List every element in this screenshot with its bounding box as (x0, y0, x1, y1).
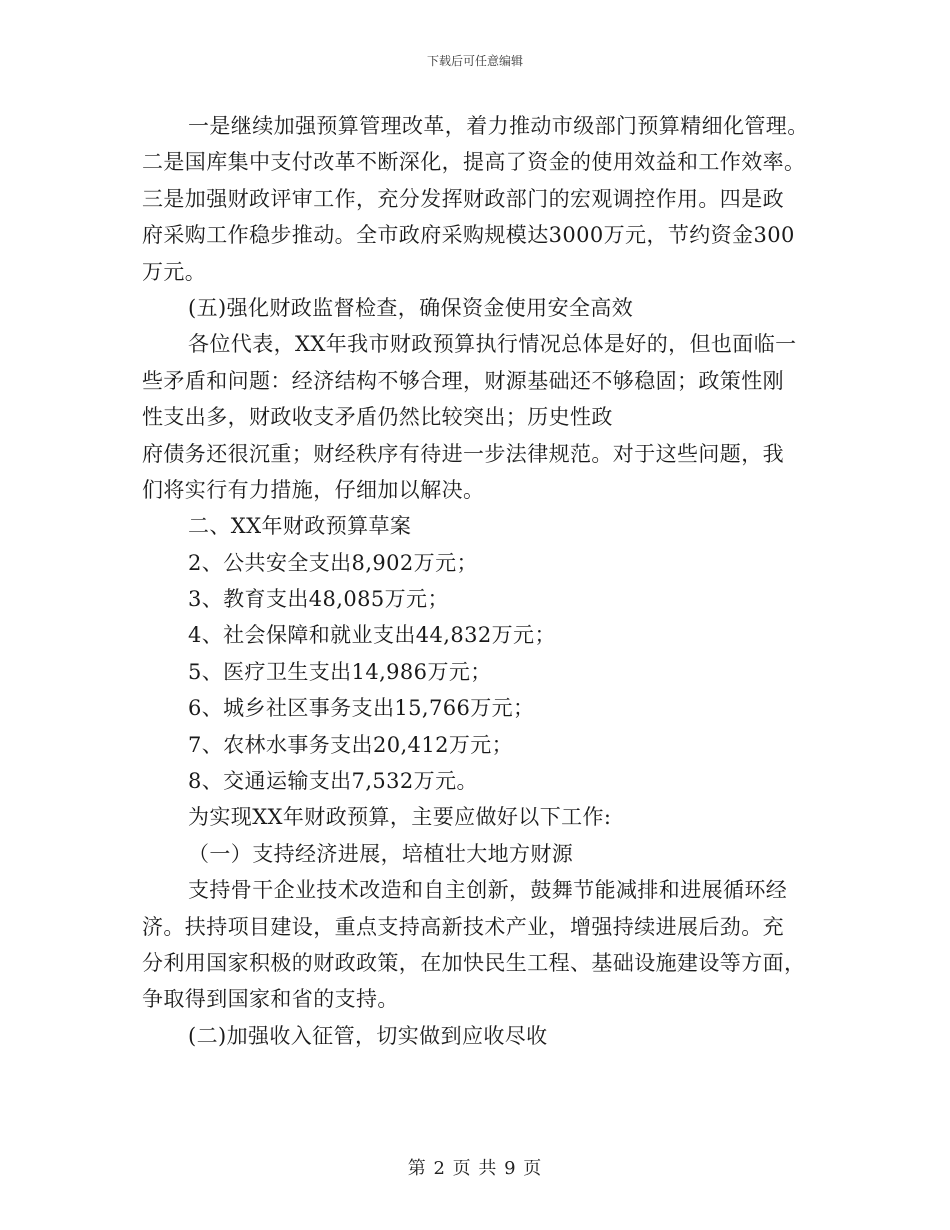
paragraph-line: 分利用国家积极的财政政策，在加快民生工程、基础设施建设等方面， (142, 950, 806, 975)
document-body (142, 108, 812, 1054)
list-item: 3、教育支出48,085万元； (188, 587, 449, 612)
page-header: 下载后可任意编辑 (426, 54, 523, 68)
list-item: 2、公共安全支出8,902万元； (188, 550, 478, 575)
paragraph-line: 府债务还很沉重；财经秩序有待进一步法律规范。对于这些问题，我 (142, 441, 784, 466)
list-item: 5、医疗卫生支出14,986万元； (188, 659, 492, 684)
paragraph-line: 万元。 (142, 259, 207, 284)
paragraph-line: 二是国库集中支付改革不断深化，提高了资金的使用效益和工作效率。 (142, 150, 806, 175)
paragraph-line: 府采购工作稳步推动。全市政府采购规模达3000万元，节约资金300 (142, 223, 795, 248)
paragraph-line: 为实现XX年财政预算，主要应做好以下工作: (188, 805, 612, 830)
paragraph-line: 一是继续加强预算管理改革，着力推动市级部门预算精细化管理。 (188, 114, 809, 138)
paragraph-line: 性支出多，财政收支矛盾仍然比较突出；历史性政 (142, 405, 613, 430)
list-item: 6、城乡社区事务支出15,766万元； (188, 696, 535, 721)
paragraph-line: 争取得到国家和省的支持。 (142, 987, 399, 1012)
paragraph-line: 三是加强财政评审工作，充分发挥财政部门的宏观调控作用。四是政 (142, 186, 784, 211)
list-item: 8、交通运输支出7,532万元。 (188, 769, 478, 794)
paragraph-line: 济。扶持项目建设，重点支持高新技术产业，增强持续进展后劲。充 (142, 914, 784, 939)
section-heading: （一）支持经济进展，培植壮大地方财源 (188, 841, 574, 866)
paragraph-line: 支持骨干企业技术改造和自主创新，鼓舞节能减排和进展循环经 (188, 878, 788, 903)
section-heading: 二、XX年财政预算草案 (188, 514, 412, 539)
section-heading: (二)加强收入征管，切实做到应收尽收 (188, 1023, 548, 1048)
paragraph-line: 们将实行有力措施，仔细加以解决。 (142, 477, 485, 502)
list-item: 4、社会保障和就业支出44,832万元； (188, 623, 556, 648)
paragraph-line: 些矛盾和问题：经济结构不够合理，财源基础还不够稳固；政策性刚 (142, 368, 784, 393)
list-item: 7、农林水事务支出20,412万元； (188, 732, 514, 757)
section-heading: (五)强化财政监督检查，确保资金使用安全高效 (188, 295, 634, 320)
page-number: 第 2 页 共 9 页 (407, 1158, 543, 1179)
paragraph-line: 各位代表，XX年我市财政预算执行情况总体是好的，但也面临一 (188, 332, 797, 357)
